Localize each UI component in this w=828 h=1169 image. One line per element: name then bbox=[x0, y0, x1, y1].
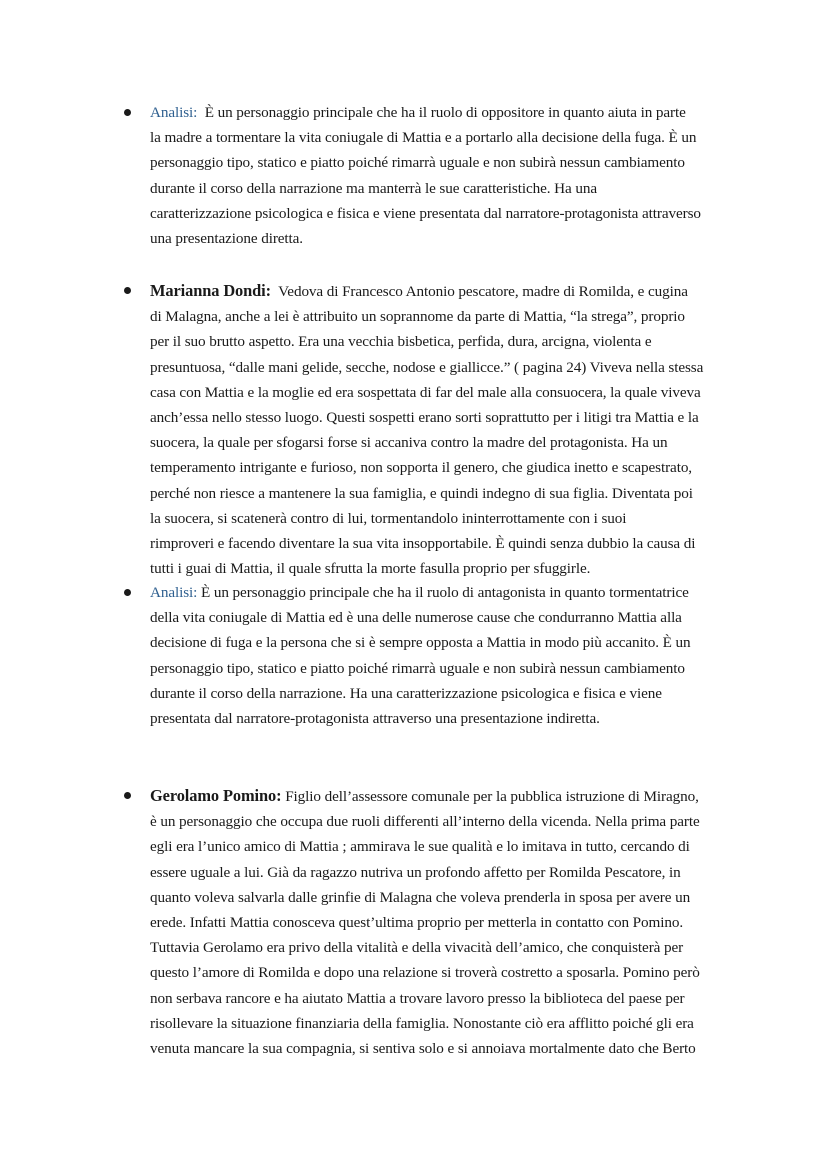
text-line: presuntuosa, “dalle mani gelide, secche, nodose e giallicce.” ( pagina 24) Viveva nella stessa bbox=[150, 358, 704, 376]
bullet-item-marianna-dondi bbox=[150, 278, 740, 581]
text-line: temperamento intrigante e furioso, non sopporta il genero, che giudica inetto e scapestrato, bbox=[150, 459, 693, 477]
text-line: Marianna Dondi: Vedova di Francesco Antonio pescatore, madre di Romilda, e cugina bbox=[150, 281, 688, 300]
text-line: erede. Infatti Mattia conosceva quest’ultima proprio per metterla in contatto con Pomino. bbox=[150, 914, 684, 932]
text-line: la suocera, si scatenerà contro di lui, tormentandolo ininterrottamente con i suoi bbox=[150, 509, 627, 527]
bullet-item-gerolamo-pomino bbox=[150, 783, 740, 1061]
analysis-label: Analisi: bbox=[150, 104, 198, 121]
text-line: non serbava rancore e ha aiutato Mattia a trovare lavoro presso la biblioteca del paese per bbox=[150, 989, 685, 1007]
text-line: egli era l’unico amico di Mattia ; ammirava le sue qualità e lo imitava in tutto, cercando di bbox=[150, 838, 690, 856]
text-line: anch’essa nello stesso luogo. Questi sospetti erano sorti soprattutto per i litigi tra Mattia e la bbox=[150, 409, 699, 427]
text-line: Gerolamo Pomino: Figlio dell’assessore comunale per la pubblica istruzione di Miragno, bbox=[150, 786, 699, 805]
text-line: suocera, la quale per sfogarsi forse si accaniva contro la madre del protagonista. Ha un bbox=[150, 434, 668, 452]
text-line: questo l’amore di Romilda e dopo una relazione si troverà costretto a sposarla. Pomino però bbox=[150, 964, 700, 982]
text-line: durante il corso della narrazione. Ha una caratterizzazione psicologica e fisica e viene bbox=[150, 684, 662, 702]
bullet-item-analysis-1 bbox=[150, 100, 740, 251]
bullet-dot-icon bbox=[124, 792, 131, 799]
analysis-label: Analisi: bbox=[150, 584, 198, 601]
text-line: personaggio tipo, statico e piatto poiché rimarrà uguale e non subirà nessun cambiamento bbox=[150, 154, 685, 172]
text-line: perché non riesce a mantenere la sua famiglia, e quindi indegno di sua figlia. Diventata poi bbox=[150, 484, 693, 502]
text-line: Tuttavia Gerolamo era privo della vitalità e della vivacità dell’amico, che conquisterà per bbox=[150, 939, 684, 957]
character-name-label: Gerolamo Pomino: bbox=[150, 786, 282, 805]
bullet-dot-icon bbox=[124, 287, 131, 294]
text-line: personaggio tipo, statico e piatto poiché rimarrà uguale e non subirà nessun cambiamento bbox=[150, 659, 685, 677]
character-name-label: Marianna Dondi: bbox=[150, 281, 271, 300]
text-line: presentata dal narratore-protagonista attraverso una presentazione indiretta. bbox=[150, 710, 600, 728]
text-line: rimproveri e facendo diventare la sua vita insopportabile. È quindi senza dubbio la causa di bbox=[150, 535, 696, 553]
text-line: quanto voleva salvarla dalle grinfie di Malagna che voleva prenderla in sposa per avere un bbox=[150, 888, 691, 906]
text-line: della vita coniugale di Mattia ed è una delle numerose cause che condurranno Mattia alla bbox=[150, 609, 682, 627]
text-line: di Malagna, anche a lei è attribuito un soprannome da parte di Mattia, “la strega”, proprio bbox=[150, 308, 685, 326]
text-line: è un personaggio che occupa due ruoli differenti all’interno della vicenda. Nella prima parte bbox=[150, 813, 700, 831]
text-line: la madre a tormentare la vita coniugale di Mattia e a portarlo alla decisione della fuga. È un bbox=[150, 129, 697, 147]
text-line: venuta mancare la sua compagnia, si sentiva solo e si annoiava mortalmente dato che Berto bbox=[150, 1040, 696, 1058]
text-line: casa con Mattia e la moglie ed era sospettata di far del male alla consuocera, la quale viveva bbox=[150, 383, 701, 401]
text-line: per il suo brutto aspetto. Era una vecchia bisbetica, perfida, dura, arcigna, violenta e bbox=[150, 333, 652, 351]
text-line: caratterizzazione psicologica e fisica e viene presentata dal narratore-protagonista attraverso bbox=[150, 204, 701, 222]
text-line: risollevare la situazione finanziaria della famiglia. Nonostante ciò era afflitto poiché gli era bbox=[150, 1014, 694, 1032]
text-line: durante il corso della narrazione ma manterrà le sue caratteristiche. Ha una bbox=[150, 179, 597, 197]
bullet-dot-icon bbox=[124, 589, 131, 596]
bullet-item-analysis-2 bbox=[150, 580, 740, 731]
text-line: tutti i guai di Mattia, il quale sfrutta la morte fasulla proprio per sfuggirle. bbox=[150, 560, 591, 578]
text-line: decisione di fuga e la persona che si è sempre opposta a Mattia in modo più accanito. È un bbox=[150, 634, 691, 652]
text-line: Analisi: È un personaggio principale che ha il ruolo di antagonista in quanto tormentatrice bbox=[150, 584, 689, 601]
text-line: Analisi: È un personaggio principale che ha il ruolo di oppositore in quanto aiuta in parte bbox=[150, 104, 686, 121]
text-line: essere uguale a lui. Già da ragazzo nutriva un profondo affetto per Romilda Pescatore, in bbox=[150, 863, 681, 881]
bullet-dot-icon bbox=[124, 109, 131, 116]
text-line: una presentazione diretta. bbox=[150, 230, 303, 248]
